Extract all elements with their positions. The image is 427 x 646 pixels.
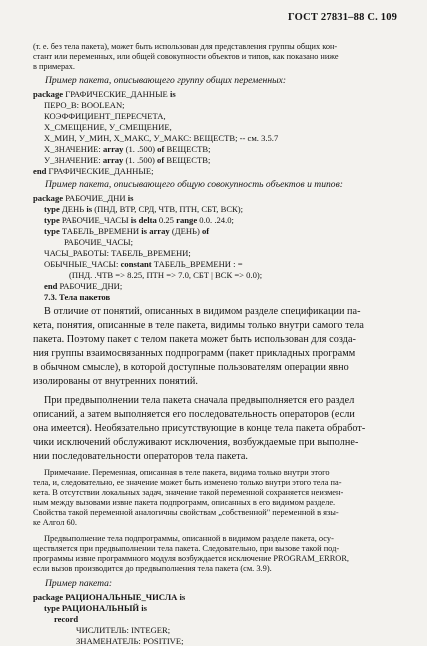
para1-line: В отличие от понятий, описанных в видимом разделе спецификации па- [44, 306, 361, 317]
para2-line: чики исключений обслуживают исключения, возбуждаемые при выполне- [33, 437, 359, 448]
note-line: Примечание. Переменная, описанная в теле пакета, видима только внутри этого [44, 468, 330, 477]
code-line: КОЭФФИЦИЕНТ_ПЕРЕСЧЕТА, [44, 111, 166, 121]
para1-line: в обычном смысле), в которой доступные пользователям операции явно [33, 362, 349, 373]
note-line: ке Алгол 60. [33, 518, 77, 527]
para1-line: пакета. Поэтому пакет с телом пакета может быть использован для созда- [33, 334, 356, 345]
code-line: РАБОЧИЕ_ЧАСЫ; [64, 237, 134, 247]
para1-line: изолированы от внутренних понятий. [33, 376, 198, 387]
para2-line: описаний, а затем выполняется его последовательность операторов (если [33, 409, 355, 420]
code-line: package РАЦИОНАЛЬНЫЕ_ЧИСЛА is [33, 592, 186, 602]
code-line: Х_ЗНАЧЕНИЕ: array (1. .500) of ВЕЩЕСТВ; [44, 144, 211, 154]
page-header: ГОСТ 27831–88 С. 109 [288, 12, 398, 23]
code-line: У_ЗНАЧЕНИЕ: array (1. .500) of ВЕЩЕСТВ; [44, 155, 211, 165]
code-line: type РАЦИОНАЛЬНЫЙ is [44, 603, 147, 613]
code-line: ЧИСЛИТЕЛЬ: INTEGER; [76, 625, 171, 635]
section-heading: 7.3. Тела пакетов [44, 292, 111, 302]
para1-line: ния группы взаимосвязанных подпрограмм (пакет прикладных программ [33, 348, 356, 359]
intro-line-2: стант или переменных, или общей совокупности объектов и типов, как показано ниже [33, 52, 339, 61]
intro-line-3: в примерах. [33, 62, 76, 71]
para2-line: она имеется). Необязательно присутствующие в конце тела пакета обработ- [33, 423, 366, 434]
code-line: package РАБОЧИЕ_ДНИ is [33, 193, 134, 203]
code-line: end РАБОЧИЕ_ДНИ; [44, 281, 123, 291]
code-line: ЧАСЫ_РАБОТЫ: ТАБЕЛЬ_ВРЕМЕНИ; [44, 248, 191, 258]
note-line: Свойства такой переменной аналогичны свойствам „собственной" переменной в язы- [33, 508, 339, 517]
note-line: тела, и, следовательно, ее значение может быть изменено только внутри этого тела па- [33, 478, 342, 487]
code-line: Х_СМЕЩЕНИЕ, У_СМЕЩЕНИЕ, [44, 122, 172, 132]
code-line: (ПНД. .ЧТВ => 8.25, ПТН => 7.0, СБТ | ВСК => 0.0); [69, 270, 263, 280]
para3-line: Предвыполнение тела подпрограммы, описанной в видимом разделе пакета, осу- [44, 534, 334, 543]
code-line: ОБЫЧНЫЕ_ЧАСЫ: constant ТАБЕЛЬ_ВРЕМЕНИ : = [44, 259, 243, 269]
code-line: type ТАБЕЛЬ_ВРЕМЕНИ is array (ДЕНЬ) of [44, 226, 210, 236]
para3-line: ществляется при предвыполнении тела пакета. Следовательно, при вызове такой под- [33, 544, 340, 553]
para3-line: программы извне программного модуля возбуждается исключение PROGRAM_ERROR, [33, 554, 350, 563]
para2-line: нии последовательности операторов тела пакета. [33, 451, 249, 462]
para1-line: кета, понятия, описанные в теле пакета, видимы только внутри самого тела [33, 320, 364, 331]
code-line: type ДЕНЬ is (ПНД, ВТР, СРД, ЧТВ, ПТН, СБТ, ВСК); [44, 204, 244, 214]
example3-title: Пример пакета: [45, 578, 113, 589]
example1-title: Пример пакета, описывающего группу общих переменных: [45, 75, 287, 86]
example2-title: Пример пакета, описывающего общую совокупность объектов и типов: [45, 179, 343, 190]
code-line: Х_МИН, У_МИН, Х_МАКС, У_МАКС: ВЕЩЕСТВ; -- см. 3.5.7 [44, 133, 279, 143]
code-line: record [54, 614, 79, 624]
para2-line: При предвыполнении тела пакета сначала предвыполняется его раздел [44, 395, 355, 406]
code-line: ЗНАМЕНАТЕЛЬ: POSITIVE; [76, 636, 184, 646]
code-line: type РАБОЧИЕ_ЧАСЫ is delta 0.25 range 0.0. .24.0; [44, 215, 234, 225]
code-line: end ГРАФИЧЕСКИЕ_ДАННЫЕ; [33, 166, 154, 176]
intro-line-1: (т. е. без тела пакета), может быть использован для представления группы общих кон- [33, 42, 338, 51]
code-line: package ГРАФИЧЕСКИЕ_ДАННЫЕ is [33, 89, 176, 99]
para3-line: если вызов производится до предвыполнения тела пакета (см. 3.9). [33, 564, 272, 573]
code-line: ПЕРО_В: BOOLEAN; [44, 100, 125, 110]
note-line: ным между вызовами извне пакета подпрограмм, описанных в его видимом разделе. [33, 498, 336, 507]
note-line: кета. В отсутствии локальных задач, значение такой переменной сохраняется неизмен- [33, 488, 344, 497]
